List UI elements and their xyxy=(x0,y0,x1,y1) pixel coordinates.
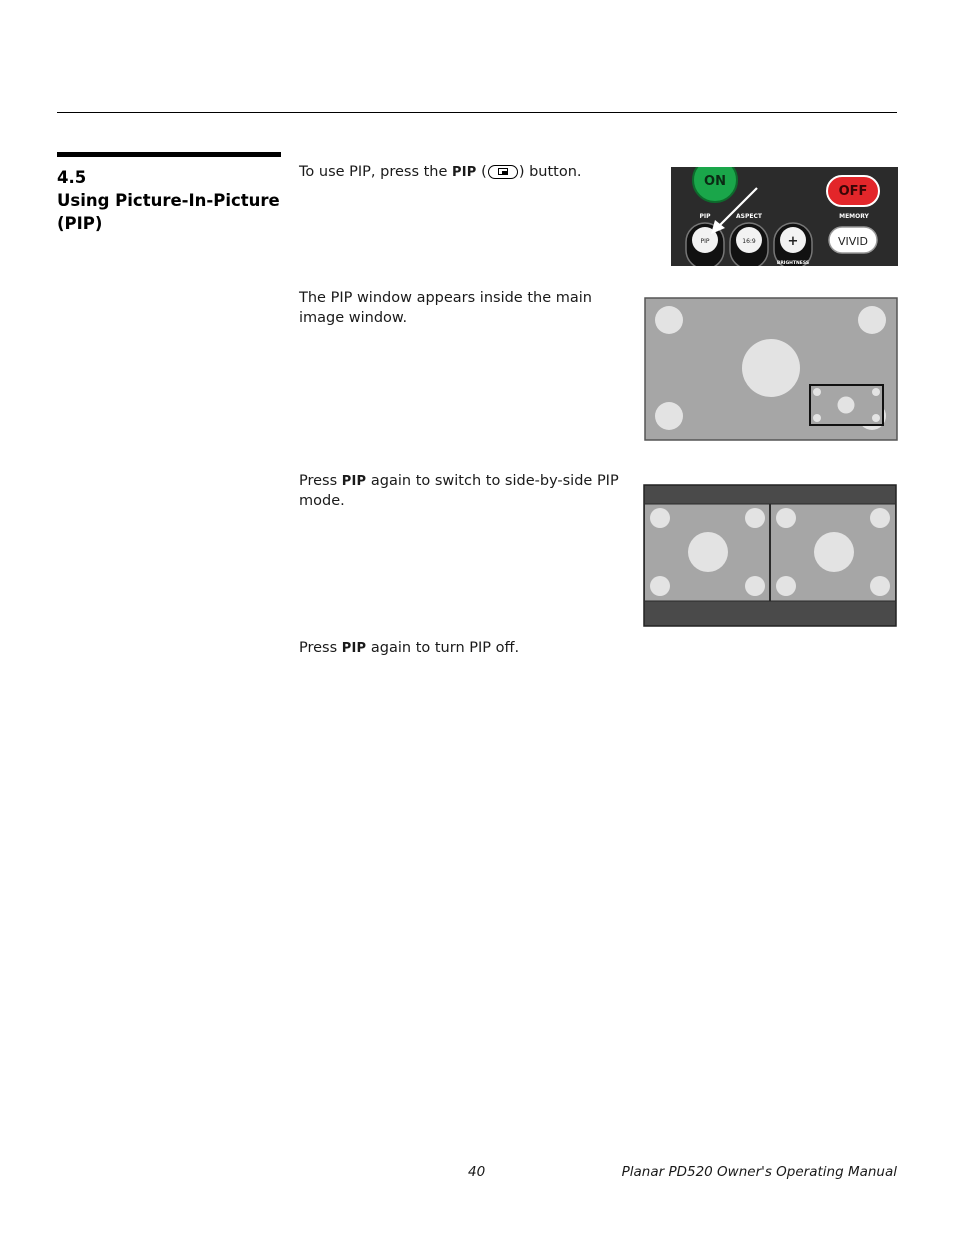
section-title: Using Picture-In-Picture (PIP) xyxy=(57,191,280,233)
step-4-text: Press PIP again to turn PIP off. xyxy=(299,640,520,656)
vivid-label: VIVID xyxy=(837,235,869,248)
memory-label: MEMORY xyxy=(839,213,869,220)
section-heading xyxy=(57,166,287,235)
pip-button-label: PIP xyxy=(700,238,710,245)
pip-label: PIP xyxy=(699,213,711,220)
step-3-text: Press PIP again to switch to side-by-side PIP mode. xyxy=(299,473,619,509)
off-label: OFF xyxy=(838,184,868,199)
pip-key: PIP xyxy=(341,641,367,656)
section-number: 4.5 xyxy=(57,168,87,187)
pip-key: PIP xyxy=(452,165,477,180)
step-2-text: The PIP window appears inside the main image window. xyxy=(299,290,592,326)
section-bar xyxy=(57,152,281,157)
on-label: ON xyxy=(704,174,726,189)
pip-inset-figure xyxy=(644,297,898,441)
aspect-label: ASPECT xyxy=(736,213,762,220)
step-1-text: To use PIP, press the PIP ( ) button. xyxy=(299,164,582,180)
top-rule xyxy=(57,112,897,113)
brightness-label: BRIGHTNESS xyxy=(776,261,810,266)
aspect-button-label: 16:9 xyxy=(742,238,756,245)
remote-control-figure xyxy=(671,167,898,266)
page-number: 40 xyxy=(468,1164,486,1180)
pip-button-icon xyxy=(488,165,518,179)
manual-title: Planar PD520 Owner's Operating Manual xyxy=(621,1164,897,1180)
side-by-side-pip-figure xyxy=(643,484,898,628)
pip-key: PIP xyxy=(341,474,367,489)
plus-label: + xyxy=(787,234,799,249)
